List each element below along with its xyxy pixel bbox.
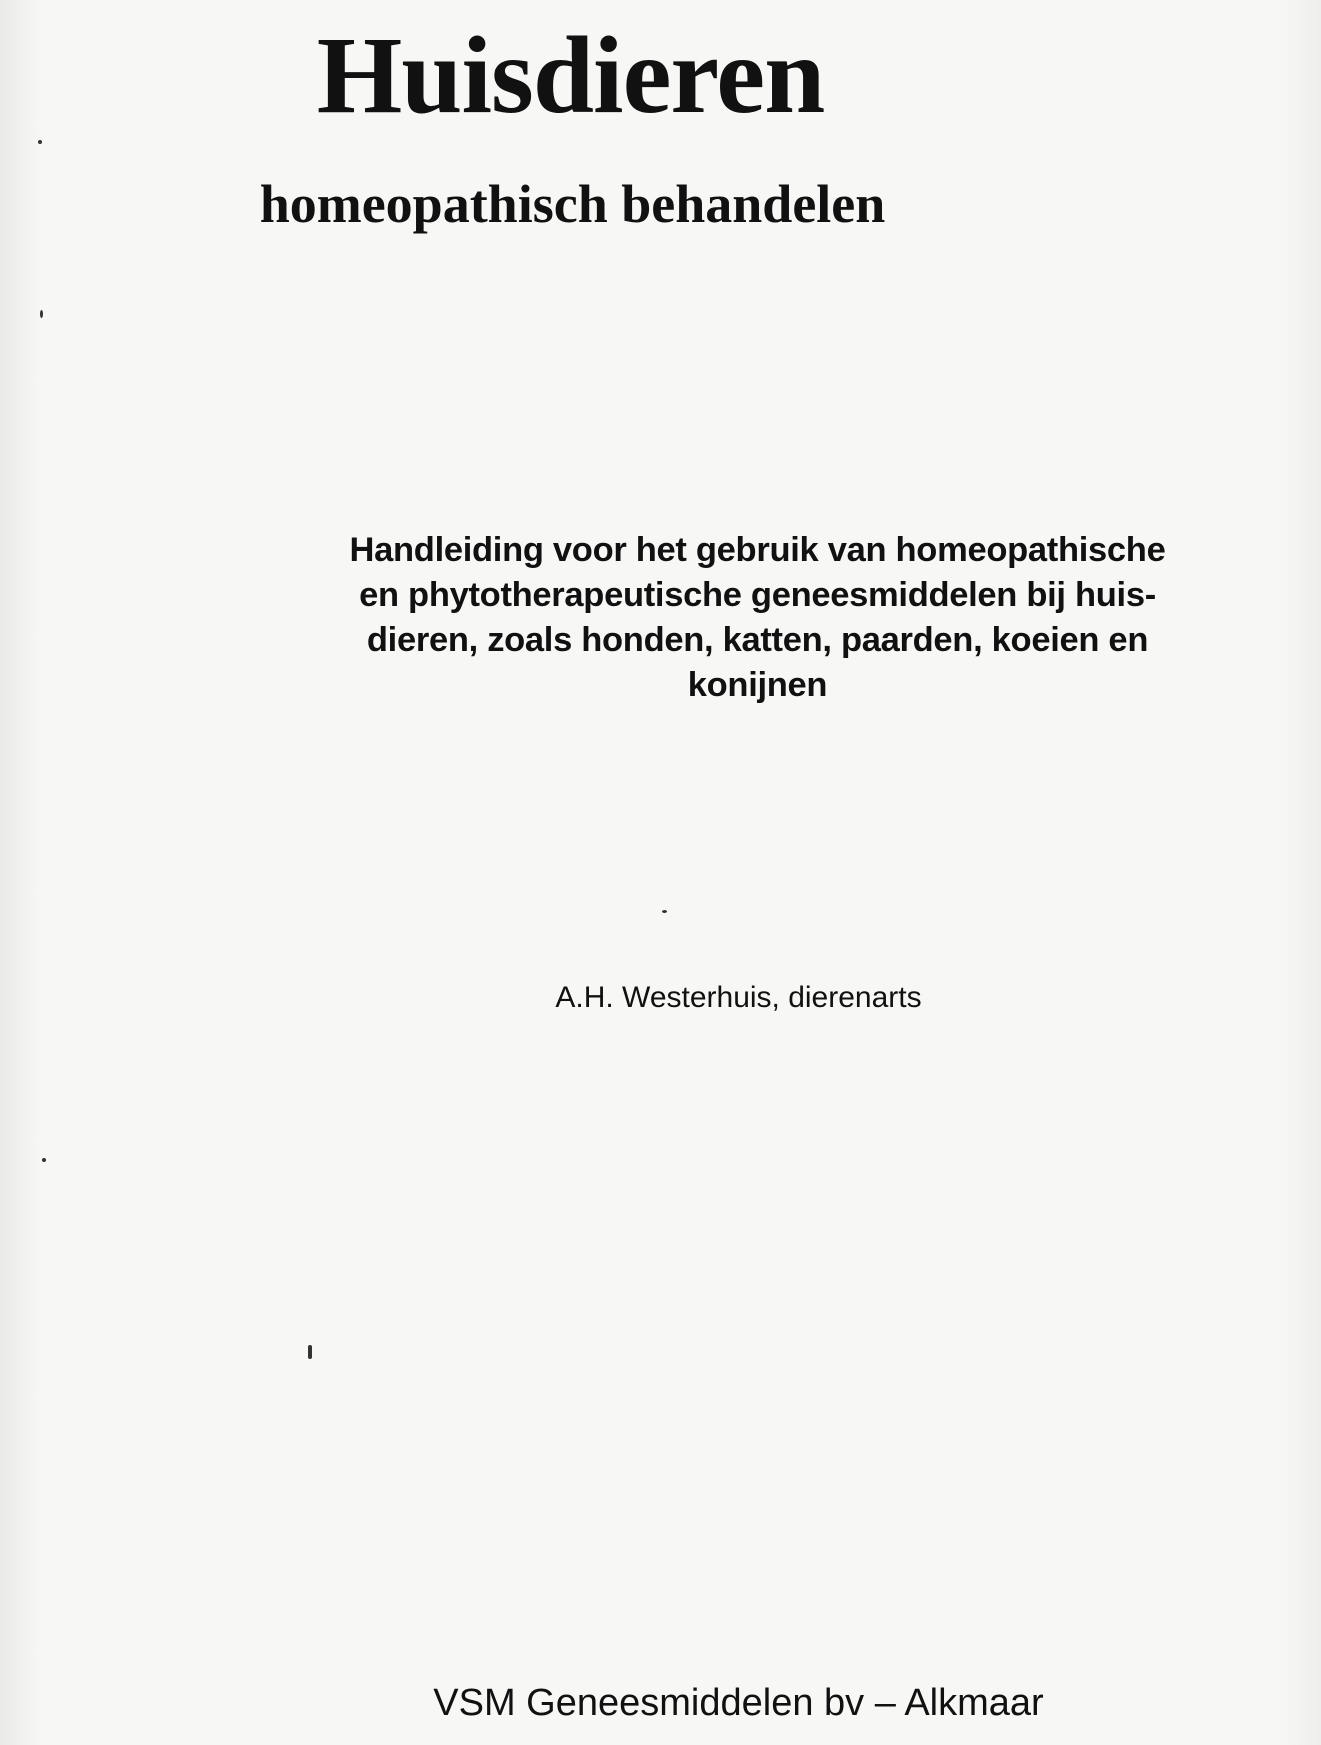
scan-speck [38,140,42,144]
reverse-side-bleed-through [200,0,1300,945]
book-description [195,528,1320,708]
description-line: Handleiding voor het gebruik van homeopathische [349,531,1166,569]
publisher-imprint: VSM Geneesmiddelen bv – Alkmaar [433,1682,1044,1724]
scan-speck [662,910,667,913]
description-line: konijnen [687,666,828,704]
description-line: dieren, zoals honden, katten, paarden, koeien en [366,621,1149,659]
scan-speck [42,1158,46,1162]
book-title: Huisdieren [316,14,825,136]
scan-speck [308,1345,312,1359]
description-line: en phytotherapeutische geneesmiddelen bij huis- [359,576,1156,614]
author-credit: A.H. Westerhuis, dierenarts [555,981,922,1014]
scan-speck [40,310,43,318]
book-subtitle: homeopathisch behandelen [259,174,886,234]
